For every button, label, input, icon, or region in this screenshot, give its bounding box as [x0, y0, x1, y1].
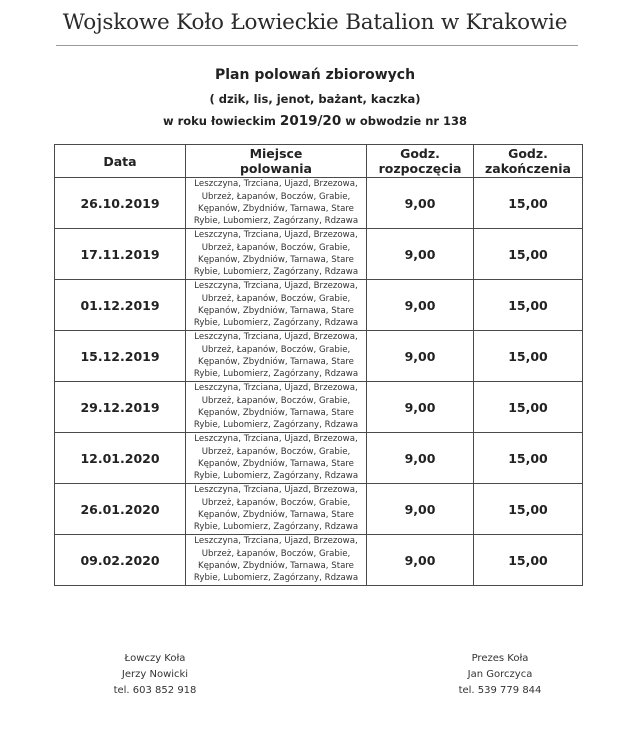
- table-row: [55, 535, 583, 586]
- location-line: Kępanów, Zbydniów, Tarnawa, Stare: [198, 408, 354, 418]
- column-header-start-time: [367, 145, 474, 178]
- hunt-location: [186, 229, 367, 280]
- hunt-date: 26.01.2020: [55, 484, 186, 535]
- signature-name: Jerzy Nowicki: [121, 669, 189, 680]
- signature-phone: tel. 539 779 844: [458, 685, 542, 696]
- signature-role: Łowczy Koła: [124, 653, 186, 664]
- location-line: Kępanów, Zbydniów, Tarnawa, Stare: [198, 255, 354, 265]
- start-time: 9,00: [367, 433, 474, 484]
- end-time: 15,00: [474, 433, 583, 484]
- column-header-place: [186, 145, 367, 178]
- location-line: Ubrzeż, Łapanów, Boczów, Grabie,: [201, 548, 351, 559]
- table-row: [55, 229, 583, 280]
- hunt-location: [186, 484, 367, 535]
- start-time: 9,00: [367, 535, 474, 586]
- end-time: 15,00: [474, 229, 583, 280]
- signature-hunting-master: [95, 651, 215, 699]
- start-time: 9,00: [367, 280, 474, 331]
- location-line: Ubrzeż, Łapanów, Boczów, Grabie,: [201, 497, 351, 508]
- start-time: 9,00: [367, 331, 474, 382]
- species-list: ( dzik, lis, jenot, bażant, kaczka): [209, 92, 421, 106]
- start-time: 9,00: [367, 178, 474, 229]
- column-header-label: Data: [103, 153, 137, 169]
- location-line: Kępanów, Zbydniów, Tarnawa, Stare: [198, 510, 354, 520]
- location-line: Rybie, Lubomierz, Zagórzany, Rdzawa: [193, 420, 359, 431]
- column-header-end-time: [474, 145, 583, 178]
- season-suffix: w obwodzie nr 138: [345, 114, 468, 128]
- location-line: Kępanów, Zbydniów, Tarnawa, Stare: [198, 306, 354, 316]
- table-header-row: [55, 145, 583, 178]
- location-line: Leszczyna, Trzciana, Ujazd, Brzezowa,: [194, 383, 358, 394]
- signature-phone: tel. 603 852 918: [113, 685, 197, 696]
- end-time: 15,00: [474, 535, 583, 586]
- location-line: Rybie, Lubomierz, Zagórzany, Rdzawa: [193, 318, 359, 329]
- start-time: 9,00: [367, 229, 474, 280]
- location-line: Leszczyna, Trzciana, Ujazd, Brzezowa,: [194, 281, 358, 292]
- location-line: Leszczyna, Trzciana, Ujazd, Brzezowa,: [194, 485, 358, 496]
- column-header-date: [55, 145, 186, 178]
- plan-title: Plan polowań zbiorowych: [214, 67, 416, 83]
- hunt-date: 29.12.2019: [55, 382, 186, 433]
- column-header-label: Godz.: [508, 146, 548, 161]
- location-line: Ubrzeż, Łapanów, Boczów, Grabie,: [201, 446, 351, 457]
- location-line: Ubrzeż, Łapanów, Boczów, Grabie,: [201, 395, 351, 406]
- start-time: 9,00: [367, 484, 474, 535]
- table-row: [55, 484, 583, 535]
- location-line: Leszczyna, Trzciana, Ujazd, Brzezowa,: [194, 536, 358, 547]
- hunt-schedule-table: [54, 144, 583, 586]
- organization-title: Wojskowe Koło Łowieckie Batalion w Krakowie: [62, 10, 568, 35]
- hunt-date: 15.12.2019: [55, 331, 186, 382]
- hunt-date: 26.10.2019: [55, 178, 186, 229]
- end-time: 15,00: [474, 484, 583, 535]
- table-row: [55, 178, 583, 229]
- location-line: Rybie, Lubomierz, Zagórzany, Rdzawa: [193, 522, 359, 533]
- location-line: Leszczyna, Trzciana, Ujazd, Brzezowa,: [194, 332, 358, 343]
- column-header-label: zakończenia: [485, 161, 571, 176]
- season-line: [0, 113, 630, 129]
- column-header-label: polowania: [239, 161, 312, 176]
- location-line: Rybie, Lubomierz, Zagórzany, Rdzawa: [193, 267, 359, 278]
- location-line: Leszczyna, Trzciana, Ujazd, Brzezowa,: [194, 434, 358, 445]
- hunt-location: [186, 382, 367, 433]
- location-line: Kępanów, Zbydniów, Tarnawa, Stare: [198, 561, 354, 571]
- title-divider: [56, 45, 578, 46]
- end-time: 15,00: [474, 178, 583, 229]
- location-line: Ubrzeż, Łapanów, Boczów, Grabie,: [201, 191, 351, 202]
- signature-role: Prezes Koła: [471, 653, 529, 664]
- hunt-location: [186, 433, 367, 484]
- location-line: Ubrzeż, Łapanów, Boczów, Grabie,: [201, 344, 351, 355]
- table-row: [55, 433, 583, 484]
- hunt-location: [186, 331, 367, 382]
- signature-president: [440, 651, 560, 699]
- column-header-label: Godz.: [400, 146, 440, 161]
- hunt-date: 12.01.2020: [55, 433, 186, 484]
- end-time: 15,00: [474, 331, 583, 382]
- table-row: [55, 331, 583, 382]
- end-time: 15,00: [474, 382, 583, 433]
- hunt-date: 17.11.2019: [55, 229, 186, 280]
- location-line: Leszczyna, Trzciana, Ujazd, Brzezowa,: [194, 230, 358, 241]
- hunt-location: [186, 178, 367, 229]
- signature-name: Jan Gorczyca: [467, 669, 533, 680]
- start-time: 9,00: [367, 382, 474, 433]
- location-line: Ubrzeż, Łapanów, Boczów, Grabie,: [201, 293, 351, 304]
- table-row: [55, 280, 583, 331]
- location-line: Kępanów, Zbydniów, Tarnawa, Stare: [198, 204, 354, 214]
- column-header-label: Miejsce: [249, 146, 303, 161]
- location-line: Rybie, Lubomierz, Zagórzany, Rdzawa: [193, 471, 359, 482]
- hunt-location: [186, 535, 367, 586]
- hunt-location: [186, 280, 367, 331]
- hunt-date: 09.02.2020: [55, 535, 186, 586]
- location-line: Rybie, Lubomierz, Zagórzany, Rdzawa: [193, 369, 359, 380]
- hunt-date: 01.12.2019: [55, 280, 186, 331]
- location-line: Ubrzeż, Łapanów, Boczów, Grabie,: [201, 242, 351, 253]
- location-line: Kępanów, Zbydniów, Tarnawa, Stare: [198, 357, 354, 367]
- end-time: 15,00: [474, 280, 583, 331]
- season-prefix: w roku łowieckim: [162, 114, 276, 128]
- table-row: [55, 382, 583, 433]
- location-line: Kępanów, Zbydniów, Tarnawa, Stare: [198, 459, 354, 469]
- location-line: Rybie, Lubomierz, Zagórzany, Rdzawa: [193, 216, 359, 227]
- location-line: Leszczyna, Trzciana, Ujazd, Brzezowa,: [194, 179, 358, 190]
- column-header-label: rozpoczęcia: [378, 161, 462, 176]
- season-value: 2019/20: [279, 113, 342, 129]
- location-line: Rybie, Lubomierz, Zagórzany, Rdzawa: [193, 573, 359, 584]
